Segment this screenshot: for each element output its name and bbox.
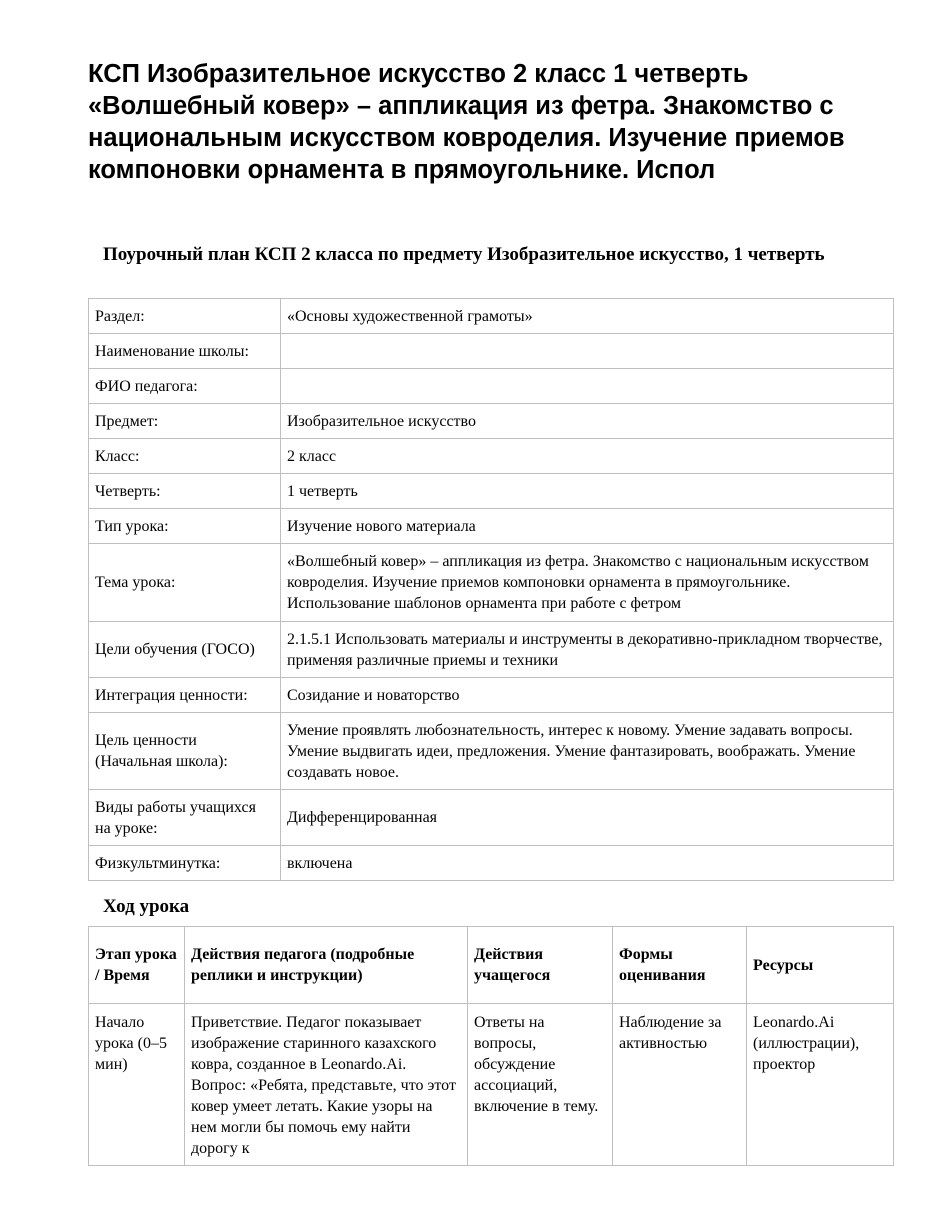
header-student-actions: Действия учащегося (468, 927, 613, 1004)
info-value: 2 класс (281, 439, 894, 474)
info-label: ФИО педагога: (89, 369, 281, 404)
lesson-progress-table (88, 926, 894, 1166)
info-row-quarter (89, 474, 894, 509)
info-value: «Основы художественной грамоты» (281, 299, 894, 334)
info-label: Интеграция ценности: (89, 678, 281, 713)
info-row-lesson-type (89, 509, 894, 544)
info-value: 2.1.5.1 Использовать материалы и инструменты в декоративно-прикладном творчестве, применяя различные приемы и техники (281, 622, 894, 678)
info-value: Умение проявлять любознательность, интерес к новому. Умение задавать вопросы. Умение выдвигать идеи, предложения. Умение фантазировать, воображать. Умение создавать новое. (281, 713, 894, 790)
info-label: Физкультминутка: (89, 846, 281, 881)
info-label: Тип урока: (89, 509, 281, 544)
header-teacher-actions: Действия педагога (подробные реплики и инструкции) (185, 927, 468, 1004)
info-row-subject (89, 404, 894, 439)
lesson-student-actions: Ответы на вопросы, обсуждение ассоциаций, включение в тему. (474, 1014, 599, 1115)
info-row-work-types (89, 790, 894, 846)
lesson-stage: Начало урока (0–5 мин) (95, 1014, 167, 1073)
info-row-school (89, 334, 894, 369)
info-value: Изобразительное искусство (281, 404, 894, 439)
lesson-teacher-actions: Приветствие. Педагог показывает изображение старинного казахского ковра, созданное в Leonardo.Ai. Вопрос: «Ребята, представьте, что этот ковер умеет летать. Какие узоры на нем могли бы помочь ему найти дорогу к (191, 1014, 456, 1157)
header-stage: Этап урока / Время (89, 927, 185, 1004)
lesson-assessment: Наблюдение за активностью (619, 1014, 722, 1052)
info-label: Виды работы учащихся на уроке: (89, 790, 281, 846)
plan-title: Поурочный план КСП 2 класса по предмету Изобразительное искусство, 1 четверть (103, 244, 825, 265)
info-value: 1 четверть (281, 474, 894, 509)
document-title: КСП Изобразительное искусство 2 класс 1 четверть «Волшебный ковер» – аппликация из фетра. Знакомство с национальным искусством ковроделия. Изучение приемов компоновки орнамента в прямоугольнике. Испол (88, 60, 845, 184)
info-label: Четверть: (89, 474, 281, 509)
info-label: Предмет: (89, 404, 281, 439)
lesson-row (89, 1004, 894, 1166)
info-label: Класс: (89, 439, 281, 474)
info-label: Тема урока: (89, 544, 281, 622)
lesson-resources: Leonardo.Ai (иллюстрации), проектор (753, 1014, 860, 1073)
info-value: «Волшебный ковер» – аппликация из фетра. Знакомство с национальным искусством ковроделия. Изучение приемов компоновки орнамента в прямоугольнике. Использование шаблонов орнамента при работе с фетром (281, 544, 894, 622)
info-value (281, 369, 894, 404)
info-row-topic (89, 544, 894, 622)
info-value (281, 334, 894, 369)
info-row-exercise-break (89, 846, 894, 881)
header-assessment: Формы оценивания (613, 927, 747, 1004)
info-row-objectives (89, 622, 894, 678)
info-label: Наименование школы: (89, 334, 281, 369)
info-label: Раздел: (89, 299, 281, 334)
info-value: включена (281, 846, 894, 881)
lesson-header-row (89, 927, 894, 1004)
info-row-value-goal (89, 713, 894, 790)
info-value: Изучение нового материала (281, 509, 894, 544)
header-resources: Ресурсы (747, 927, 894, 1004)
info-row-section (89, 299, 894, 334)
info-label: Цель ценности (Начальная школа): (89, 713, 281, 790)
info-row-grade (89, 439, 894, 474)
info-label: Цели обучения (ГОСО) (89, 622, 281, 678)
lesson-progress-title: Ход урока (103, 896, 190, 917)
lesson-info-table (88, 298, 894, 881)
info-value: Созидание и новаторство (281, 678, 894, 713)
info-row-teacher (89, 369, 894, 404)
info-value: Дифференцированная (281, 790, 894, 846)
info-row-value-integration (89, 678, 894, 713)
